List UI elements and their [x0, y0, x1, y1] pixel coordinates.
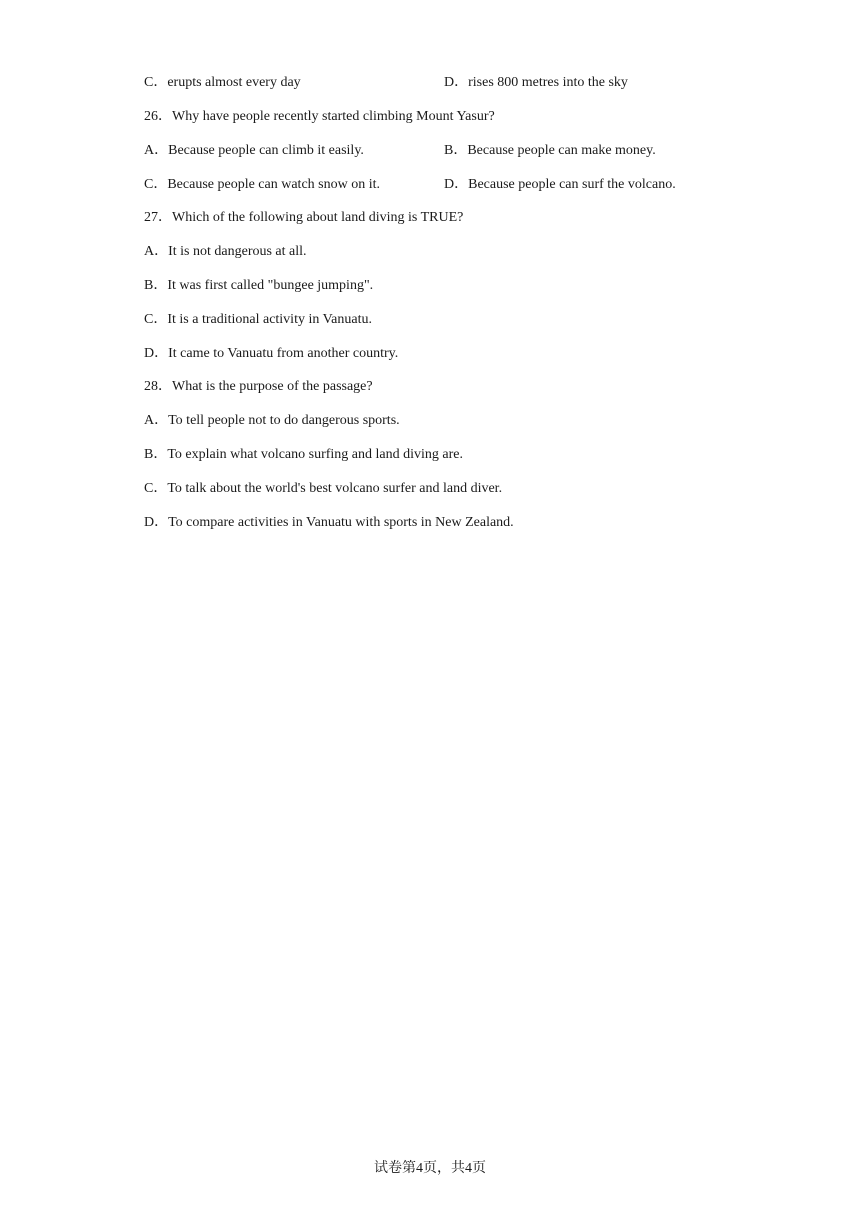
option-27-b: B．It was first called "bungee jumping". — [144, 278, 374, 293]
option-28-a: A．To tell people not to do dangerous sports. — [144, 413, 400, 428]
option-27-c: C．It is a traditional activity in Vanuatu. — [144, 312, 372, 327]
option-28-b: B．To explain what volcano surfing and land diving are. — [144, 447, 463, 462]
option-27-a: A．It is not dangerous at all. — [144, 244, 307, 259]
question-text: What is the purpose of the passage? — [172, 379, 373, 394]
question-26 — [144, 106, 495, 128]
option-25-c: C．erupts almost every day — [144, 75, 301, 90]
question-number: 26． — [144, 109, 172, 124]
question-number: 28． — [144, 379, 172, 394]
option-25-d: D．rises 800 metres into the sky — [444, 75, 628, 90]
option-26-b: B．Because people can make money. — [444, 143, 656, 158]
question-number: 27． — [144, 210, 172, 225]
option-28-c: C．To talk about the world's best volcano surfer and land diver. — [144, 481, 503, 496]
option-26-c: C．Because people can watch snow on it. — [144, 177, 380, 192]
question-28 — [144, 376, 373, 398]
option-27-d: D．It came to Vanuatu from another country. — [144, 346, 399, 361]
question-text: Which of the following about land diving is TRUE? — [172, 210, 464, 225]
option-28-d: D．To compare activities in Vanuatu with sports in New Zealand. — [144, 515, 514, 530]
page-footer: 试卷第4页，共4页 — [374, 1161, 486, 1176]
question-27 — [144, 207, 463, 229]
question-text: Why have people recently started climbing Mount Yasur? — [172, 109, 495, 124]
option-26-a: A．Because people can climb it easily. — [144, 143, 364, 158]
option-26-d: D．Because people can surf the volcano. — [444, 177, 676, 192]
